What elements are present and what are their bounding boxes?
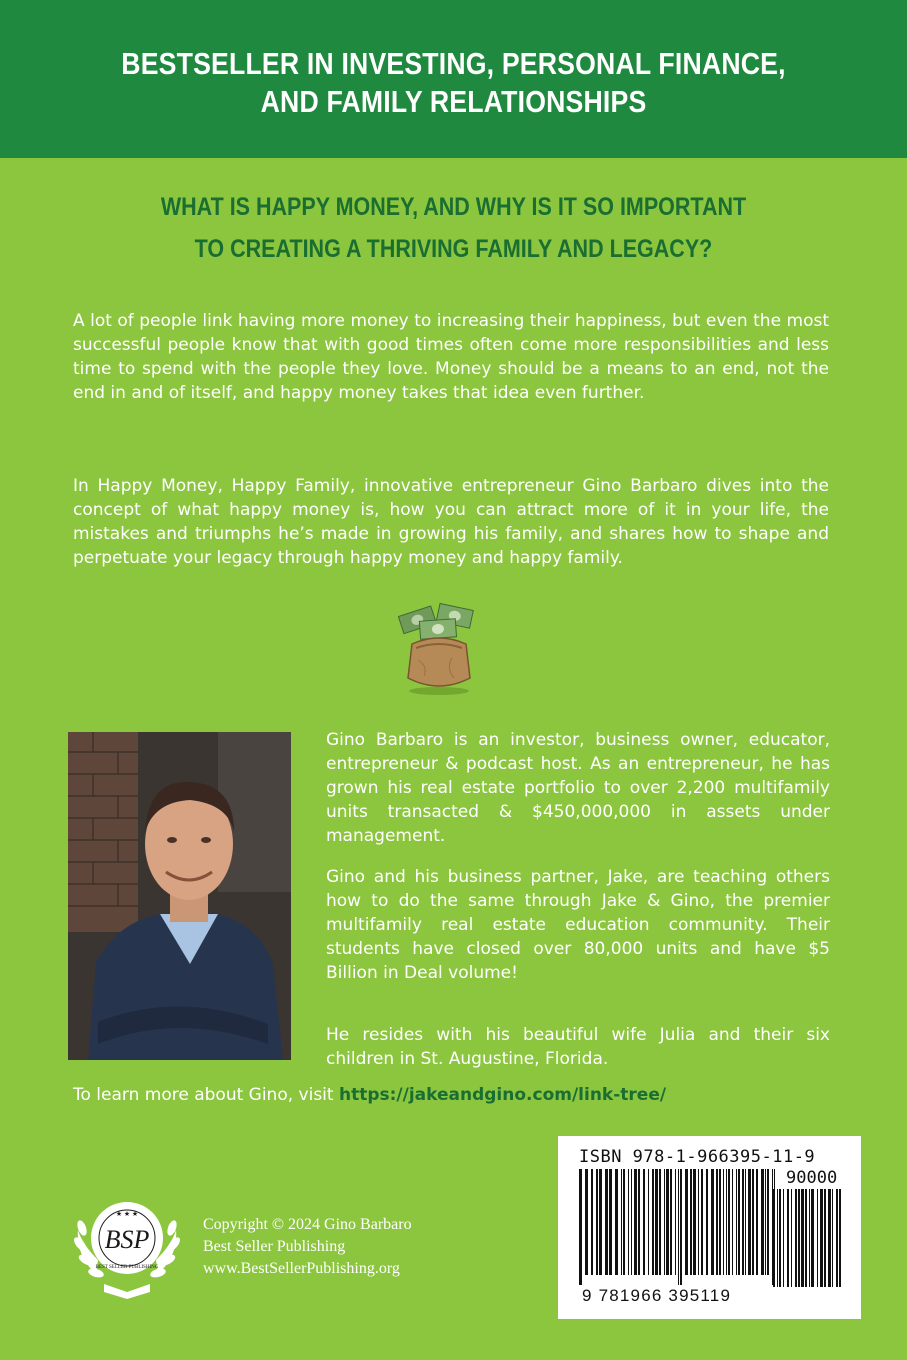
barcode-bar <box>728 1169 730 1275</box>
copyright-line: Copyright © 2024 Gino Barbaro <box>203 1216 412 1233</box>
barcode-bar <box>638 1169 640 1275</box>
barcode-bar <box>693 1169 696 1275</box>
barcode-bar <box>605 1169 608 1275</box>
logo-monogram: BSP <box>104 1225 150 1254</box>
barcode-bar <box>690 1169 692 1275</box>
question-line-2: TO CREATING A THRIVING FAMILY AND LEGACY? <box>194 235 713 263</box>
author-photo <box>68 732 291 1060</box>
barcode-bar <box>664 1169 665 1275</box>
barcode-bar <box>777 1189 778 1287</box>
barcode-bar <box>675 1169 676 1275</box>
barcode-bar <box>805 1189 807 1287</box>
barcode-bar <box>787 1189 789 1287</box>
barcode-bar <box>698 1169 699 1275</box>
barcode-bar <box>820 1189 823 1287</box>
barcode-bar <box>824 1189 826 1287</box>
barcode-bar <box>798 1189 800 1287</box>
barcode-bar <box>795 1189 797 1287</box>
barcode-bar <box>756 1169 758 1275</box>
barcode-bar <box>723 1169 724 1275</box>
author-bio-3: He resides with his beautiful wife Julia and their six children in St. Augustine, Florida. <box>326 1025 830 1069</box>
barcode-bar <box>832 1189 833 1287</box>
barcode-bar <box>767 1169 769 1275</box>
price-code: 90000 <box>786 1168 838 1188</box>
barcode-bar <box>631 1169 632 1275</box>
description-paragraph-1: A lot of people link having more money to increasing their happiness, but even the most successful people know that with good times often come more responsibilities and less time to spend with the people they love. Money should be a means to an end, not the end in and of itself, and happy money takes that idea even further. <box>73 311 829 403</box>
barcode-bar <box>738 1169 740 1275</box>
barcode-bar <box>711 1169 714 1275</box>
barcode-bar <box>817 1189 818 1287</box>
barcode-bar <box>801 1189 804 1287</box>
barcode-bar <box>652 1169 654 1275</box>
barcode-bar <box>680 1169 682 1285</box>
barcode-bar <box>579 1169 582 1285</box>
barcode-bar <box>791 1189 792 1287</box>
banner-line-1: BESTSELLER IN INVESTING, PERSONAL FINANCE, <box>121 46 786 81</box>
barcode-bar <box>719 1169 721 1275</box>
author-bio-2: Gino and his business partner, Jake, are teaching others how to do the same through Jake & Gino, the premier multifamily real estate education community. Their students have closed over 80,000 units and have $5 Billion in Deal volume! <box>326 867 830 983</box>
barcode-bar <box>765 1169 766 1275</box>
barcode-bar <box>609 1169 612 1275</box>
author-link[interactable]: https://jakeandgino.com/link-tree/ <box>338 1085 667 1105</box>
barcode-bar <box>748 1169 751 1275</box>
barcode-addon-bars <box>773 1189 844 1287</box>
barcode-bar <box>634 1169 637 1275</box>
barcode-box <box>558 1136 861 1319</box>
barcode-bars <box>579 1169 777 1285</box>
barcode-bar <box>621 1169 622 1275</box>
barcode-bar <box>685 1169 688 1275</box>
barcode-bar <box>811 1189 814 1287</box>
author-bio-1: Gino Barbaro is an investor, business owner, educator, entrepreneur & podcast host. As an entrepreneur, he has grown his real estate portfolio to over 2,200 multifamily units transacted & $450,000,000 in assets under management. <box>326 730 830 846</box>
publisher-website[interactable]: www.BestSellerPublishing.org <box>203 1260 400 1277</box>
barcode-bar <box>779 1189 781 1287</box>
question-line-1: WHAT IS HAPPY MONEY, AND WHY IS IT SO IMPORTANT <box>160 193 747 221</box>
barcode-bar <box>742 1169 744 1275</box>
barcode-bar <box>839 1189 841 1287</box>
banner-headline <box>63 45 843 121</box>
barcode-bar <box>659 1169 661 1275</box>
barcode-bar <box>706 1169 708 1275</box>
barcode-bar <box>666 1169 669 1275</box>
barcode-bar <box>596 1169 598 1275</box>
money-bag-icon <box>398 600 480 696</box>
learn-more-label: To learn more about Gino, visit <box>73 1085 334 1105</box>
barcode-bar <box>752 1169 754 1275</box>
barcode-bar <box>655 1169 658 1275</box>
barcode-bar <box>599 1169 602 1275</box>
barcode-bar <box>628 1169 629 1275</box>
question-heading <box>63 186 843 270</box>
barcode-bar <box>678 1169 679 1285</box>
barcode-bar <box>736 1169 737 1275</box>
barcode-bar <box>773 1189 775 1287</box>
logo-text: BEST SELLER PUBLISHING <box>95 1265 159 1270</box>
publisher-logo <box>68 1186 186 1301</box>
barcode-bar <box>623 1169 625 1275</box>
barcode-bar <box>726 1169 727 1275</box>
barcode-bar <box>716 1169 718 1275</box>
description-paragraph-2: In Happy Money, Happy Family, innovative entrepreneur Gino Barbaro dives into the concept of what happy money is, how you can attract more of it in your life, the mistakes and triumphs he’s made in growing his family, and shares how to shape and perpetuate your legacy through happy money and happy family. <box>73 476 829 568</box>
barcode-bar <box>761 1169 764 1275</box>
barcode-bar <box>828 1189 831 1287</box>
barcode-bar <box>809 1189 810 1287</box>
svg-text:★ ★ ★: ★ ★ ★ <box>115 1210 139 1218</box>
barcode-bar <box>648 1169 649 1275</box>
barcode-bar <box>643 1169 645 1275</box>
learn-more <box>73 1083 666 1107</box>
barcode-bar <box>591 1169 593 1275</box>
banner-line-2: AND FAMILY RELATIONSHIPS <box>260 84 647 119</box>
ean-number: 9 781966 395119 <box>582 1286 732 1305</box>
copyright-block <box>203 1214 412 1280</box>
barcode-bar <box>732 1169 733 1275</box>
top-banner <box>0 0 907 158</box>
barcode-bar <box>836 1189 838 1287</box>
barcode-bar <box>615 1169 618 1275</box>
barcode-bar <box>585 1169 588 1275</box>
barcode-bar <box>783 1189 784 1287</box>
barcode-bar <box>701 1169 703 1275</box>
publisher-name: Best Seller Publishing <box>203 1238 346 1255</box>
barcode-bar <box>745 1169 746 1275</box>
isbn-label: ISBN 978-1-966395-11-9 <box>579 1147 816 1167</box>
barcode-bar <box>670 1169 672 1275</box>
